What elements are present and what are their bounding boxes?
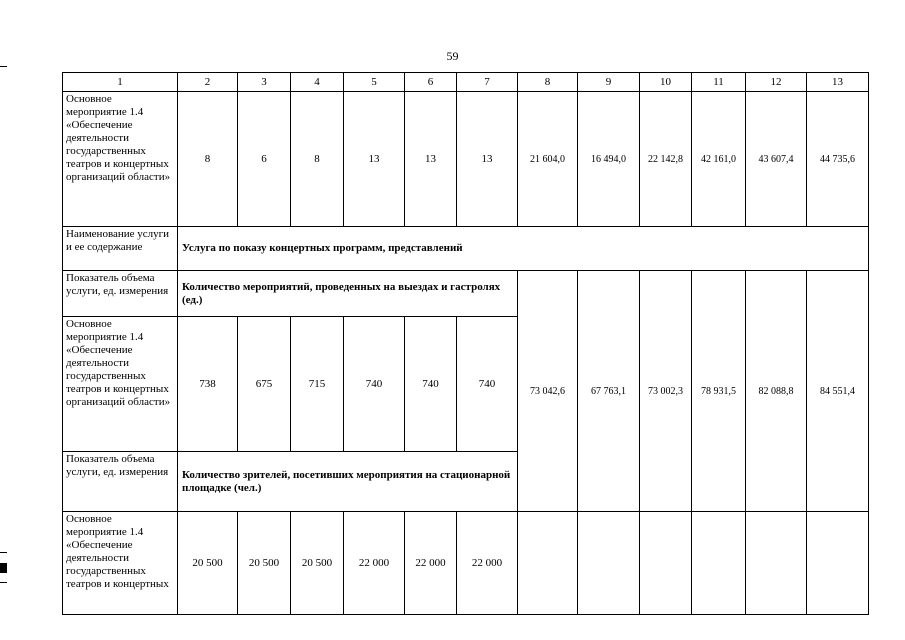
- header-cell: 8: [518, 73, 578, 92]
- finance-cell: 84 551,4: [807, 271, 869, 512]
- value-cell: 13: [457, 92, 518, 227]
- value-cell: 22 000: [344, 512, 405, 615]
- margin-tick-top: [0, 66, 7, 67]
- value-cell: 738: [178, 317, 238, 452]
- indicator-text: Количество мероприятий, проведенных на выездах и гастролях (ед.): [178, 271, 518, 317]
- row-label: Основное мероприятие 1.4 «Обеспечение деятельности государственных театров и концертных: [63, 512, 178, 615]
- empty-cell: [692, 512, 746, 615]
- finance-cell: 21 604,0: [518, 92, 578, 227]
- value-cell: 715: [291, 317, 344, 452]
- finance-cell: 73 042,6: [518, 271, 578, 512]
- row-label: Наименование услуги и ее содержание: [63, 227, 178, 271]
- finance-cell: 73 002,3: [640, 271, 692, 512]
- service-name: Услуга по показу концертных программ, представлений: [178, 227, 869, 271]
- value-cell: 8: [178, 92, 238, 227]
- header-cell: 1: [63, 73, 178, 92]
- header-cell: 13: [807, 73, 869, 92]
- value-cell: 20 500: [178, 512, 238, 615]
- finance-cell: 78 931,5: [692, 271, 746, 512]
- header-cell: 12: [746, 73, 807, 92]
- header-cell: 5: [344, 73, 405, 92]
- table-row: [63, 92, 869, 227]
- finance-cell: 44 735,6: [807, 92, 869, 227]
- page-number: 59: [446, 49, 459, 63]
- margin-tick-low: [0, 582, 7, 583]
- empty-cell: [578, 512, 640, 615]
- finance-cell: 22 142,8: [640, 92, 692, 227]
- row-label: Показатель объема услуги, ед. измерения: [63, 452, 178, 512]
- value-cell: 675: [238, 317, 291, 452]
- header-cell: 6: [405, 73, 457, 92]
- header-cell: 11: [692, 73, 746, 92]
- header-cell: 4: [291, 73, 344, 92]
- empty-cell: [518, 512, 578, 615]
- value-cell: 740: [405, 317, 457, 452]
- row-label: Показатель объема услуги, ед. измерения: [63, 271, 178, 317]
- finance-cell: 82 088,8: [746, 271, 807, 512]
- empty-cell: [807, 512, 869, 615]
- data-table: [62, 72, 869, 615]
- value-cell: 22 000: [405, 512, 457, 615]
- margin-tick-mid: [0, 552, 7, 553]
- header-cell: 9: [578, 73, 640, 92]
- row-label: Основное мероприятие 1.4 «Обеспечение деятельности государственных театров и концертных организаций области»: [63, 317, 178, 452]
- table-row: [63, 512, 869, 615]
- value-cell: 13: [344, 92, 405, 227]
- header-cell: 3: [238, 73, 291, 92]
- value-cell: 22 000: [457, 512, 518, 615]
- finance-cell: 16 494,0: [578, 92, 640, 227]
- value-cell: 13: [405, 92, 457, 227]
- value-cell: 8: [291, 92, 344, 227]
- header-cell: 7: [457, 73, 518, 92]
- value-cell: 740: [457, 317, 518, 452]
- indicator-text: Количество зрителей, посетивших мероприятия на стационарной площадке (чел.): [178, 452, 518, 512]
- margin-block-mark: [0, 563, 7, 573]
- header-cell: 2: [178, 73, 238, 92]
- value-cell: 740: [344, 317, 405, 452]
- value-cell: 20 500: [238, 512, 291, 615]
- table-row: [63, 271, 869, 317]
- value-cell: 20 500: [291, 512, 344, 615]
- empty-cell: [640, 512, 692, 615]
- table-row: [63, 227, 869, 271]
- header-cell: 10: [640, 73, 692, 92]
- row-label: Основное мероприятие 1.4 «Обеспечение деятельности государственных театров и концертных организаций области»: [63, 92, 178, 227]
- value-cell: 6: [238, 92, 291, 227]
- finance-cell: 42 161,0: [692, 92, 746, 227]
- empty-cell: [746, 512, 807, 615]
- finance-cell: 67 763,1: [578, 271, 640, 512]
- finance-cell: 43 607,4: [746, 92, 807, 227]
- header-row: [63, 73, 869, 92]
